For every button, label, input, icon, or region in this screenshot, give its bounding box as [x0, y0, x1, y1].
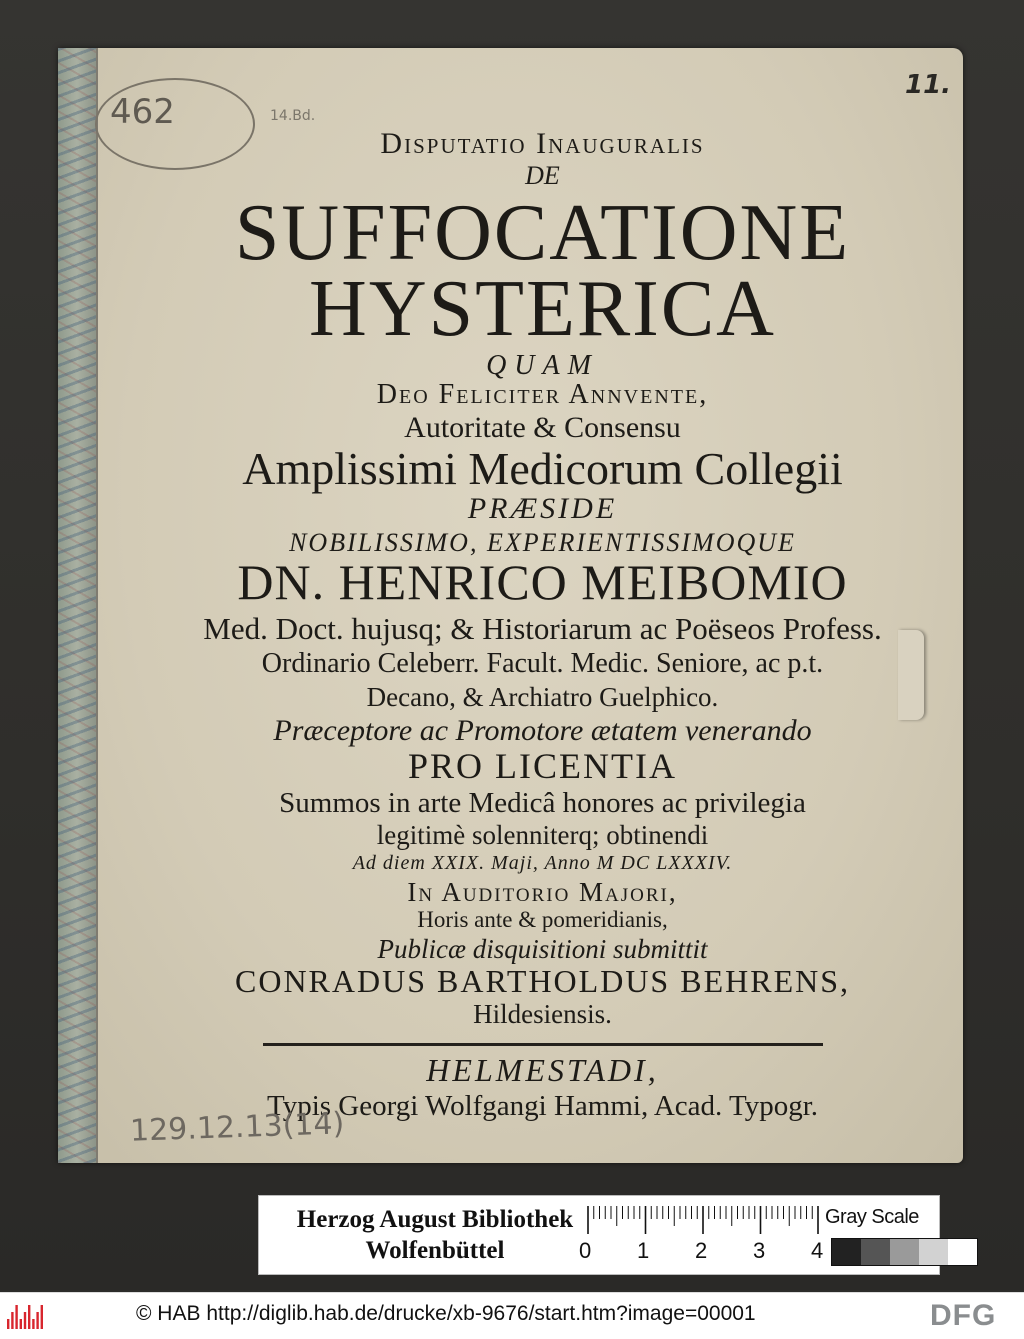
- ruler-scale: [587, 1206, 819, 1234]
- library-name-line2: Wolfenbüttel: [365, 1237, 505, 1264]
- library-name: [285, 1204, 585, 1266]
- line-praeside: PRÆSIDE: [467, 492, 618, 526]
- scale-number: 2: [695, 1238, 708, 1263]
- library-name-line1: Herzog August Bibliothek: [296, 1206, 574, 1233]
- line-legitime: legitimè solenniterq; obtinendi: [376, 819, 709, 850]
- line-author: CONRADUS BARTHOLDUS BEHRENS,: [234, 962, 851, 999]
- hab-logo-icon: [6, 1301, 46, 1331]
- scale-number: 4: [811, 1238, 824, 1263]
- line-hysterica: HYSTERICA: [309, 264, 776, 353]
- handwritten-signature: 129.12.13(14): [129, 1106, 345, 1149]
- logo-bar: [32, 1319, 34, 1329]
- gray-scale-label: Gray Scale: [825, 1206, 919, 1228]
- ruler-numbers: [577, 1238, 837, 1268]
- footer-copyright: [136, 1302, 756, 1326]
- line-horis: Horis ante & pomeridianis,: [417, 907, 668, 933]
- line-ordinario: Ordinario Celeberr. Facult. Medic. Seniore, ac p.t.: [261, 648, 824, 680]
- line-henrico: DN. HENRICO MEIBOMIO: [237, 554, 848, 611]
- gray-patch: [832, 1239, 861, 1265]
- line-suffocatione: SUFFOCATIONE: [234, 188, 851, 277]
- line-printer: Typis Georgi Wolfgangi Hammi, Acad. Typogr.: [267, 1090, 818, 1123]
- logo-bar: [11, 1312, 13, 1329]
- line-de: DE: [525, 160, 560, 190]
- line-date: Ad diem XXIX. Maji, Anno M DC LXXXIV.: [352, 852, 733, 875]
- scale-number: 1: [637, 1238, 650, 1263]
- logo-bar: [15, 1305, 17, 1329]
- logo-bar: [28, 1305, 30, 1329]
- line-praeceptore: Præceptore ac Promotore ætatem venerando: [273, 713, 812, 747]
- gray-patch: [919, 1239, 948, 1265]
- line-hildesiensis: Hildesiensis.: [473, 999, 612, 1030]
- line-summos: Summos in arte Medicâ honores ac privilegia: [279, 787, 806, 820]
- scale-number: 0: [579, 1238, 592, 1263]
- gray-patch: [890, 1239, 919, 1265]
- dfg-logo: DFG: [930, 1299, 997, 1332]
- gray-patch: [861, 1239, 890, 1265]
- line-deo: Deo Feliciter Annvente,: [376, 379, 709, 411]
- line-autoritate: Autoritate & Consensu: [404, 410, 681, 444]
- scale-number: 3: [753, 1238, 766, 1263]
- line-quam: QUAM: [486, 349, 599, 381]
- logo-bar: [7, 1319, 9, 1329]
- line-decano: Decano, & Archiatro Guelphico.: [366, 681, 719, 712]
- shelf-mark: 462: [110, 92, 175, 132]
- source-url-link[interactable]: http://diglib.hab.de/drucke/xb-9676/start.htm?image=00001: [206, 1302, 756, 1325]
- logo-bar: [20, 1319, 22, 1329]
- library-card: [258, 1195, 940, 1275]
- marbled-spine: [58, 48, 98, 1163]
- line-auditorio: In Auditorio Majori,: [407, 877, 678, 908]
- line-nobilissimo: NOBILISSIMO, EXPERIENTISSIMOQUE: [289, 527, 796, 557]
- shelf-mark-sub: 14.Bd.: [270, 108, 316, 124]
- folio-number: 11.: [905, 70, 952, 100]
- line-publicae: Publicæ disquisitioni submittit: [377, 933, 708, 964]
- logo-bar: [36, 1312, 38, 1329]
- title-page-text: [100, 128, 985, 1122]
- line-helmestadi: HELMESTADI,: [426, 1051, 659, 1088]
- line-pro-licentia: PRO LICENTIA: [408, 746, 677, 787]
- gray-patch: [948, 1239, 977, 1265]
- logo-bar: [24, 1312, 26, 1329]
- logo-bar: [41, 1305, 43, 1329]
- copyright-text: © HAB: [136, 1302, 201, 1325]
- gray-scale-patches: [831, 1238, 978, 1266]
- viewer-footer: [0, 1292, 1024, 1339]
- line-med: Med. Doct. hujusq; & Historiarum ac Poëseos Profess.: [203, 610, 882, 646]
- divider-rule: [263, 1043, 823, 1046]
- line-disputatio: Disputatio Inauguralis: [380, 127, 705, 160]
- line-amplissimi: Amplissimi Medicorum Collegii: [242, 443, 843, 495]
